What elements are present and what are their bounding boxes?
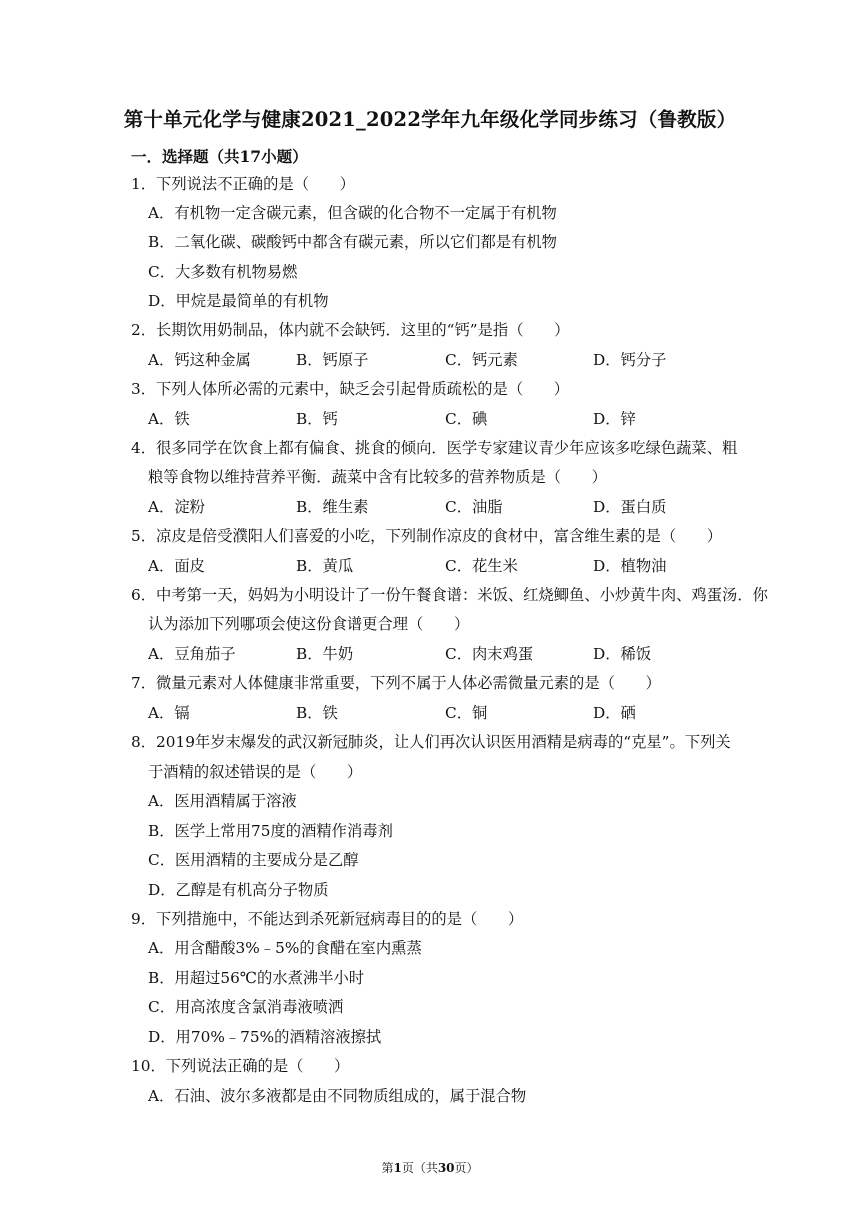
question-1-option-a: A．有机物一定含碳元素，但含碳的化合物不一定属于有机物 — [148, 204, 557, 222]
question-7-option-b: B．铁 — [296, 704, 338, 722]
question-8-stem-cont: 于酒精的叙述错误的是（ ） — [148, 763, 363, 781]
page-footer — [0, 1159, 860, 1176]
question-6-option-d: D．稀饭 — [593, 645, 652, 663]
question-3-stem: 3．下列人体所必需的元素中，缺乏会引起骨质疏松的是（ ） — [131, 380, 570, 398]
question-7-option-a: A．镉 — [148, 704, 190, 722]
question-8-option-a: A．医用酒精属于溶液 — [148, 792, 297, 810]
question-3-option-a: A．铁 — [148, 410, 190, 428]
footer-prefix: 第 — [381, 1161, 394, 1175]
question-2-stem: 2．长期饮用奶制品，体内就不会缺钙．这里的“钙”是指（ ） — [131, 321, 570, 339]
question-1-stem: 1．下列说法不正确的是（ ） — [131, 175, 355, 193]
question-2-option-a: A．钙这种金属 — [148, 351, 251, 369]
question-6-stem-cont: 认为添加下列哪项会使这份食谱更合理（ ） — [148, 615, 470, 633]
question-9-option-c: C．用高浓度含氯消毒液喷洒 — [148, 998, 344, 1016]
question-8-option-d: D．乙醇是有机高分子物质 — [148, 881, 329, 899]
question-6-option-a: A．豆角茄子 — [148, 645, 236, 663]
question-5-option-b: B．黄瓜 — [296, 557, 354, 575]
question-6-option-c: C．肉末鸡蛋 — [445, 645, 534, 663]
question-9-stem: 9．下列措施中，不能达到杀死新冠病毒目的的是（ ） — [131, 910, 524, 928]
question-3-option-b: B．钙 — [296, 410, 338, 428]
question-6-option-b: B．牛奶 — [296, 645, 354, 663]
question-4-stem-cont: 粮等食物以维持营养平衡．蔬菜中含有比较多的营养物质是（ ） — [148, 468, 607, 486]
footer-suffix: 页） — [454, 1161, 479, 1175]
question-4-option-d: D．蛋白质 — [593, 498, 667, 516]
question-4-option-b: B．维生素 — [296, 498, 369, 516]
question-3-option-c: C．碘 — [445, 410, 488, 428]
question-5-option-d: D．植物油 — [593, 557, 667, 575]
question-2-option-b: B．钙原子 — [296, 351, 369, 369]
page-title: 第十单元化学与健康2021_2022学年九年级化学同步练习（鲁教版） — [123, 108, 737, 131]
question-3-option-d: D．锌 — [593, 410, 636, 428]
question-2-option-c: C．钙元素 — [445, 351, 518, 369]
question-4-stem: 4．很多同学在饮食上都有偏食、挑食的倾向．医学专家建议青少年应该多吃绿色蔬菜、粗 — [131, 439, 738, 457]
question-9-option-d: D．用70%﹣75%的酒精溶液擦拭 — [148, 1028, 382, 1046]
question-10-stem: 10．下列说法正确的是（ ） — [131, 1057, 350, 1075]
question-1-option-c: C．大多数有机物易燃 — [148, 263, 298, 281]
question-8-option-c: C．医用酒精的主要成分是乙醇 — [148, 851, 359, 869]
question-6-stem: 6．中考第一天，妈妈为小明设计了一份午餐食谱：米饭、红烧鲫鱼、小炒黄牛肉、鸡蛋汤．你 — [131, 586, 768, 604]
question-7-option-d: D．硒 — [593, 704, 636, 722]
question-2-option-d: D．钙分子 — [593, 351, 667, 369]
question-4-option-a: A．淀粉 — [148, 498, 205, 516]
question-8-option-b: B．医学上常用75度的酒精作消毒剂 — [148, 822, 393, 840]
question-9-option-b: B．用超过56℃的水煮沸半小时 — [148, 969, 365, 987]
question-10-option-a: A．石油、波尔多液都是由不同物质组成的，属于混合物 — [148, 1087, 527, 1105]
question-1-option-b: B．二氧化碳、碳酸钙中都含有碳元素，所以它们都是有机物 — [148, 233, 557, 251]
question-5-stem: 5．凉皮是倍受濮阳人们喜爱的小吃，下列制作凉皮的食材中，富含维生素的是（ ） — [131, 527, 723, 545]
footer-mid: 页（共 — [401, 1161, 438, 1175]
footer-total-pages: 30 — [437, 1161, 455, 1175]
section-heading: 一．选择题（共17小题） — [131, 147, 308, 166]
question-7-option-c: C．铜 — [445, 704, 488, 722]
footer-page-number: 1 — [393, 1161, 402, 1175]
question-8-stem: 8．2019年岁末爆发的武汉新冠肺炎，让人们再次认识医用酒精是病毒的“克星”。下列关 — [131, 733, 731, 751]
question-9-option-a: A．用含醋酸3%﹣5%的食醋在室内熏蒸 — [148, 939, 422, 957]
question-5-option-c: C．花生米 — [445, 557, 518, 575]
question-4-option-c: C．油脂 — [445, 498, 503, 516]
question-7-stem: 7．微量元素对人体健康非常重要，下列不属于人体必需微量元素的是（ ） — [131, 674, 661, 692]
question-1-option-d: D．甲烷是最简单的有机物 — [148, 292, 329, 310]
question-5-option-a: A．面皮 — [148, 557, 205, 575]
